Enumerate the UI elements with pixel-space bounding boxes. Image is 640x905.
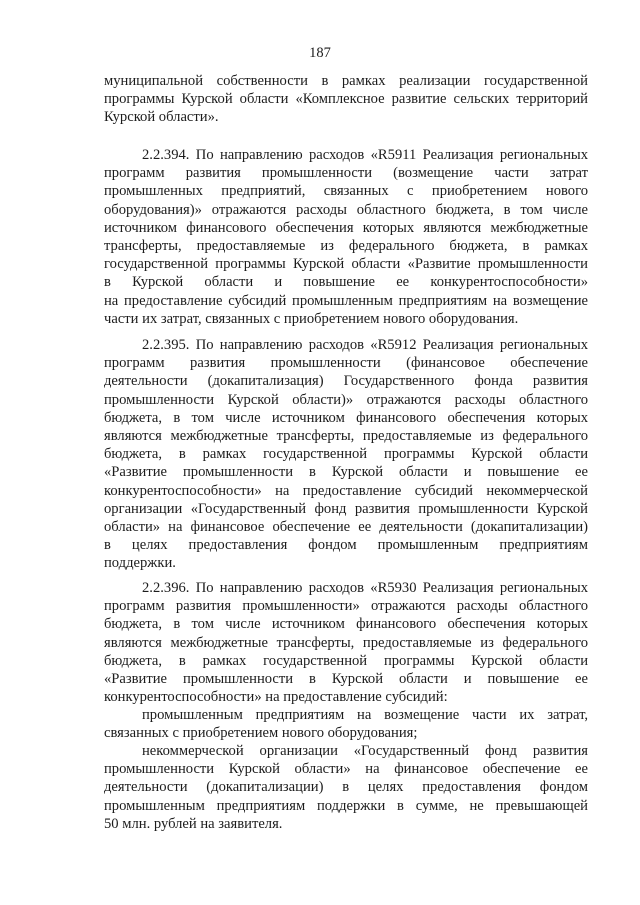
text-line: «Развитие промышленности в Курской области и повышение ее — [104, 670, 588, 687]
text-line: государственной программы Курской области «Развитие промышленности — [104, 256, 588, 273]
text-line: бюджета, в том числе источником финансового обеспечения которых — [104, 616, 588, 633]
paragraph-2-2-394 — [104, 146, 588, 328]
text-line: промышленным предприятиям на возмещение части их затрат, — [142, 707, 588, 723]
text-line: конкурентоспособности» на предоставление субсидий некоммерческой — [104, 482, 588, 499]
text-line: бюджета, в том числе источником финансового обеспечения которых — [104, 409, 588, 426]
paragraph-sub-item-1 — [104, 706, 588, 742]
text-line: связанных с приобретением нового оборудования; — [104, 725, 418, 742]
text-line: являются межбюджетные трансферты, предоставляемые из федерального — [104, 427, 588, 444]
text-line: являются межбюджетные трансферты, предоставляемые из федерального — [104, 634, 588, 651]
text-line: бюджета, в рамках государственной программы Курской области — [104, 652, 588, 669]
text-line: программ развития промышленности» отражаются расходы областного — [104, 598, 588, 615]
text-line: оборудования)» отражаются расходы областного бюджета, в том числе — [104, 201, 588, 218]
text-line: некоммерческой организации «Государственный фонд развития — [142, 743, 588, 759]
text-line: части их затрат, связанных с приобретением нового оборудования. — [104, 310, 519, 327]
page-number: 187 — [309, 45, 331, 61]
text-line: программ развития промышленности (финансовое обеспечение — [104, 355, 588, 372]
text-line: программ развития промышленности (возмещение части затрат — [104, 165, 588, 182]
text-line: трансферты, предоставляемые из федерального бюджета, в рамках — [104, 237, 588, 254]
text-line: области» на финансовое обеспечение ее деятельности (докапитализации) — [104, 518, 588, 535]
text-line: в Курской области и повышение ее конкурентоспособности» — [104, 274, 588, 291]
text-line: организации «Государственный фонд развития промышленности Курской — [104, 500, 588, 517]
text-line: программы Курской области «Комплексное развитие сельских территорий — [104, 91, 588, 108]
text-line: 2.2.395. По направлению расходов «R5912 Реализация региональных — [142, 337, 588, 353]
text-line: конкурентоспособности» на предоставление субсидий: — [104, 689, 448, 706]
text-line: 2.2.394. По направлению расходов «R5911 Реализация региональных — [142, 147, 588, 163]
text-line: промышленным предприятиям поддержки в сумме, не превышающей — [104, 797, 588, 814]
paragraph-2-2-395 — [104, 336, 588, 572]
text-line: поддержки. — [104, 555, 176, 572]
paragraph-2-2-396 — [104, 579, 588, 706]
text-line: муниципальной собственности в рамках реализации государственной — [104, 73, 588, 89]
text-line: деятельности (докапитализации) в целях предоставления фондом — [104, 779, 588, 796]
text-line: Курской области». — [104, 109, 219, 126]
paragraph-continuation — [104, 72, 588, 127]
text-line: бюджета, в рамках государственной программы Курской области — [104, 446, 588, 463]
paragraph-sub-item-2 — [104, 742, 588, 833]
text-line: 50 млн. рублей на заявителя. — [104, 815, 283, 832]
text-line: на предоставление субсидий промышленным предприятиям на возмещение — [104, 292, 588, 309]
text-line: в целях предоставления фондом промышленным предприятиям — [104, 537, 588, 554]
text-line: источником финансового обеспечения которых являются межбюджетные — [104, 219, 588, 236]
text-line: промышленности Курской области» на финансовое обеспечение ее — [104, 761, 588, 778]
text-line: 2.2.396. По направлению расходов «R5930 Реализация региональных — [142, 580, 588, 596]
text-line: «Развитие промышленности в Курской области и повышение ее — [104, 464, 588, 481]
text-line: деятельности (докапитализация) Государственного фонда развития — [104, 373, 588, 390]
text-line: промышленности Курской области)» отражаются расходы областного — [104, 391, 588, 408]
text-line: промышленных предприятий, связанных с приобретением нового — [104, 183, 588, 200]
